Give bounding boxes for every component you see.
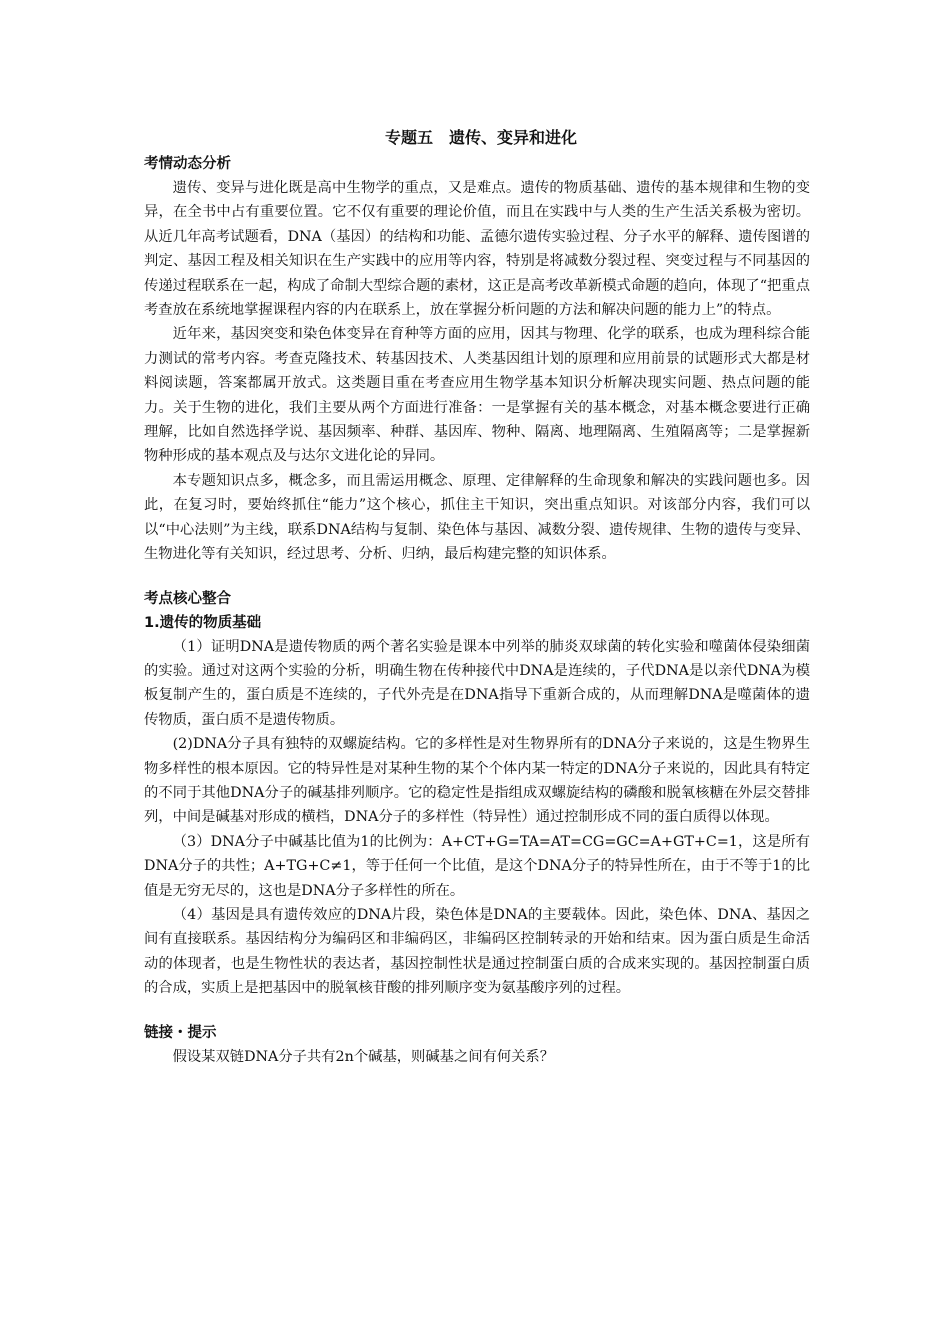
paragraph: 近年来，基因突变和染色体变异在育种等方面的应用，因其与物理、化学的联系，也成为理科综合能力测试的常考内容。考查克隆技术、转基因技术、人类基因组计划的原理和应用前景的试题形式大都是材料阅读题，答案都属开放式。这类题目重在考查应用生物学基本知识分析解决现实问题、热点问题的能力。关于生物的进化，我们主要从两个方面进行准备：一是掌握有关的基本概念，对基本概念要进行正确理解，比如自然选择学说、基因频率、种群、基因库、物种、隔离、地理隔离、生殖隔离等；二是掌握新物种形成的基本观点及与达尔文进化论的异同。	[144, 326, 810, 465]
subheading-genetic-basis: 1.遗传的物质基础	[144, 614, 262, 631]
spacer	[144, 1001, 810, 1021]
paragraph: (2)DNA分子具有独特的双螺旋结构。它的多样性是对生物界所有的DNA分子来说的，这是生物界生物多样性的根本原因。它的特异性是对某种生物的某个个体内某一特定的DNA分子来说的，因此具有特定的不同于其他DNA分子的碱基排列顺序。它的稳定性是指组成双螺旋结构的磷酸和脱氧核糖在外层交替排列，中间是碱基对形成的横档，DNA分子的多样性（特异性）通过控制形成不同的蛋白质得以体现。	[144, 736, 810, 826]
document-page	[144, 124, 810, 1069]
spacer	[144, 567, 810, 587]
paragraph: 遗传、变异与进化既是高中生物学的重点，又是难点。遗传的物质基础、遗传的基本规律和生物的变异，在全书中占有重要位置。它不仅有重要的理论价值，而且在实践中与人类的生产生活关系极为密切。从近几年高考试题看，DNA（基因）的结构和功能、孟德尔遗传实验过程、分子水平的解释、遗传图谱的判定、基因工程及相关知识在生产实践中的应用等内容，特别是将减数分裂过程、突变过程与不同基因的传递过程联系在一起，构成了命制大型综合题的素材，这正是高考改革新模式命题的趋向，体现了“把重点考查放在系统地掌握课程内容的内在联系上，放在掌握分析问题的方法和解决问题的能力上”的特点。	[144, 180, 810, 319]
paragraph: （3）DNA分子中碱基比值为1的比例为：A+CT+G=TA=AT=CG=GC=A+GT+C=1，这是所有DNA分子的共性；A+TG+C≠1，等于任何一个比值，是这个DNA分子的特异性所在，由于不等于1的比值是无穷无尽的，这也是DNA分子多样性的所在。	[144, 833, 810, 899]
paragraph: （1）证明DNA是遗传物质的两个著名实验是课本中列举的肺炎双球菌的转化实验和噬菌体侵染细菌的实验。通过对这两个实验的分析，明确生物在传种接代中DNA是连续的，子代DNA是以亲代DNA为模板复制产生的，蛋白质是不连续的，子代外壳是在DNA指导下重新合成的，从而理解DNA是噬菌体的遗传物质，蛋白质不是遗传物质。	[144, 638, 810, 728]
section-heading-link-hint: 链接・提示	[144, 1024, 217, 1041]
paragraph: 假设某双链DNA分子共有2n个碱基，则碱基之间有何关系？	[172, 1048, 555, 1065]
paragraph: （4）基因是具有遗传效应的DNA片段，染色体是DNA的主要载体。因此，染色体、DNA、基因之间有直接联系。基因结构分为编码区和非编码区，非编码区控制转录的开始和结束。因为蛋白质是生命活动的体现者，也是生物性状的表达者，基因控制性状是通过控制蛋白质的合成来实现的。基因控制蛋白质的合成，实质上是把基因中的脱氧核苷酸的排列顺序变为氨基酸序列的过程。	[144, 906, 810, 997]
section-heading-exam-analysis: 考情动态分析	[144, 156, 231, 172]
section-heading-core-points: 考点核心整合	[144, 590, 231, 607]
page-title: 专题五 遗传、变异和进化	[384, 128, 577, 147]
paragraph: 本专题知识点多，概念多，而且需运用概念、原理、定律解释的生命现象和解决的实践问题也多。因此，在复习时，要始终抓住“能力”这个核心，抓住主干知识，突出重点知识。对该部分内容，我们可以以“中心法则”为主线，联系DNA结构与复制、染色体与基因、减数分裂、遗传规律、生物的遗传与变异、生物进化等有关知识，经过思考、分析、归纳，最后构建完整的知识体系。	[144, 472, 810, 563]
